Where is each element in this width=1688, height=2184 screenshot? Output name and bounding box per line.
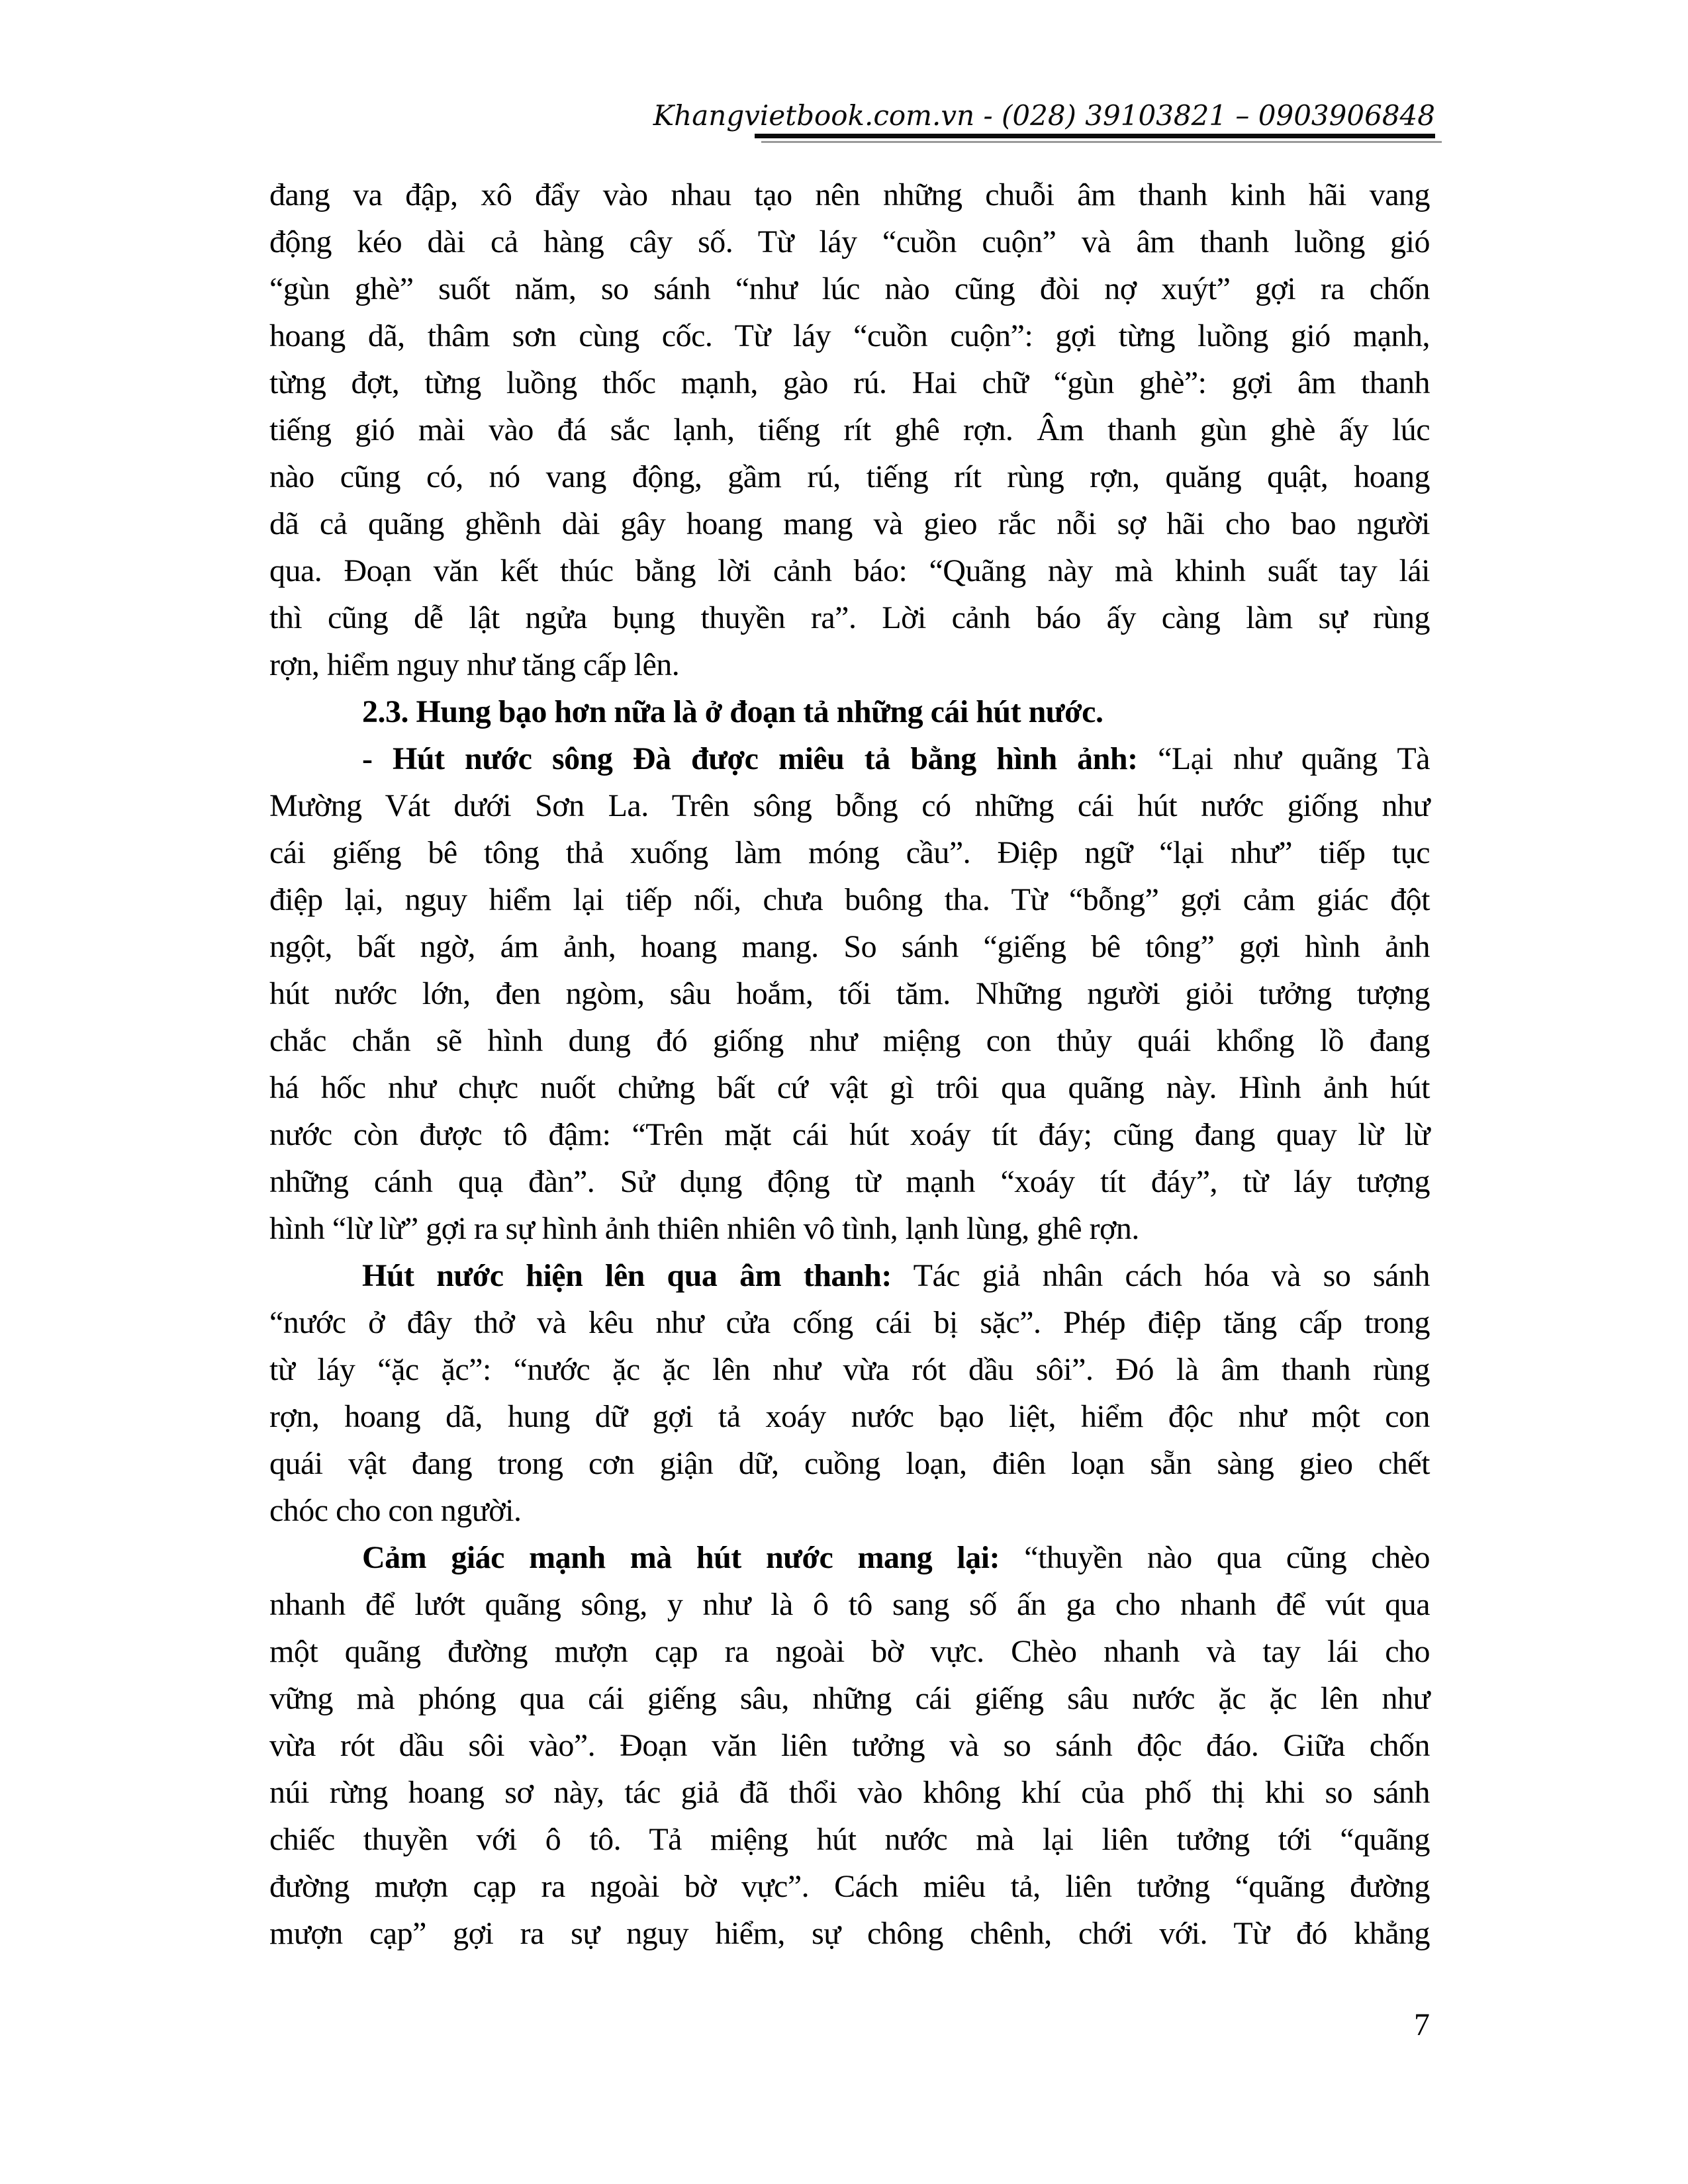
text-line (269, 1346, 1430, 1393)
text-line (269, 688, 1430, 735)
text-line (269, 641, 1430, 688)
text-line (269, 1863, 1430, 1910)
bold-text-run: - Hút nước sông Đà được miêu tả bằng hình ảnh: (362, 741, 1138, 776)
text-line (269, 1017, 1430, 1064)
text-line (269, 1158, 1430, 1205)
text-run: chiếc thuyền với ô tô. Tả miệng hút nước mà lại liên tưởng tới “quãng (269, 1822, 1430, 1857)
text-line (269, 1628, 1430, 1675)
text-line (269, 1111, 1430, 1158)
text-line (269, 1064, 1430, 1111)
text-line (269, 406, 1430, 453)
text-run: vừa rót dầu sôi vào”. Đoạn văn liên tưởng và so sánh độc đáo. Giữa chốn (269, 1728, 1430, 1763)
bold-text-run: Cảm giác mạnh mà hút nước mang lại: (362, 1540, 1000, 1575)
text-run: hút nước lớn, đen ngòm, sâu hoắm, tối tăm. Những người giỏi tưởng tượng (269, 976, 1430, 1011)
text-run: từng đợt, từng luồng thốc mạnh, gào rú. Hai chữ “gùn ghè”: gợi âm thanh (269, 365, 1430, 400)
text-line (269, 1252, 1430, 1299)
text-line (269, 1205, 1430, 1252)
text-run: thì cũng dễ lật ngửa bụng thuyền ra”. Lời cảnh báo ấy càng làm sự rùng (269, 600, 1430, 635)
text-line (269, 1722, 1430, 1769)
page-header (0, 96, 1435, 136)
text-line (269, 359, 1430, 406)
text-run: rợn, hiểm nguy như tăng cấp lên. (269, 647, 680, 682)
text-line (269, 1769, 1430, 1816)
text-line (269, 1440, 1430, 1487)
text-run: ngột, bất ngờ, ám ảnh, hoang mang. So sánh “giếng bê tông” gợi hình ảnh (269, 929, 1430, 964)
text-run: “thuyền nào qua cũng chèo (1000, 1540, 1430, 1575)
text-run: chắc chắn sẽ hình dung đó giống như miệng con thủy quái khổng lồ đang (269, 1023, 1430, 1058)
text-run: vững mà phóng qua cái giếng sâu, những cái giếng sâu nước ặc ặc lên như (269, 1681, 1430, 1716)
header-website-phone: Khangvietbook.com.vn - (028) 39103821 – 0903906848 (653, 99, 1435, 132)
text-run: núi rừng hoang sơ này, tác giả đã thổi vào không khí của phố thị khi so sánh (269, 1775, 1430, 1810)
text-line (269, 1487, 1430, 1534)
text-run: “gùn ghè” suốt năm, so sánh “như lúc nào cũng đòi nợ xuýt” gợi ra chốn (269, 271, 1430, 306)
text-run: qua. Đoạn văn kết thúc bằng lời cảnh báo: “Quãng này mà khinh suất tay lái (269, 553, 1430, 588)
text-run: quái vật đang trong cơn giận dữ, cuồng loạn, điên loạn sẵn sàng gieo chết (269, 1446, 1430, 1481)
text-line (269, 1910, 1430, 1957)
text-line (269, 265, 1430, 312)
bold-text-run: Hút nước hiện lên qua âm thanh: (362, 1258, 892, 1293)
paragraph (269, 1534, 1430, 1957)
text-line (269, 1393, 1430, 1440)
text-line (269, 312, 1430, 359)
paragraph (269, 1252, 1430, 1534)
text-line (269, 1581, 1430, 1628)
text-run: cái giếng bê tông thả xuống làm móng cầu”. Điệp ngữ “lại như” tiếp tục (269, 835, 1430, 870)
text-run: rợn, hoang dã, hung dữ gợi tả xoáy nước bạo liệt, hiểm độc như một con (269, 1399, 1430, 1434)
text-line (269, 1299, 1430, 1346)
text-line (269, 1534, 1430, 1581)
text-run: những cánh quạ đàn”. Sử dụng động từ mạnh “xoáy tít đáy”, từ láy tượng (269, 1164, 1430, 1199)
text-run: Tác giả nhân cách hóa và so sánh (891, 1258, 1430, 1293)
text-run: hoang dã, thâm sơn cùng cốc. Từ láy “cuồn cuộn”: gợi từng luồng gió mạnh, (269, 318, 1430, 353)
text-run: nào cũng có, nó vang động, gầm rú, tiếng rít rùng rợn, quăng quật, hoang (269, 459, 1430, 494)
text-line (269, 500, 1430, 547)
text-line (269, 970, 1430, 1017)
text-line (269, 1675, 1430, 1722)
paragraph (269, 688, 1430, 735)
text-run: đường mượn cạp ra ngoài bờ vực”. Cách miêu tả, liên tưởng “quãng đường (269, 1869, 1430, 1904)
text-run: điệp lại, nguy hiểm lại tiếp nối, chưa buông tha. Từ “bỗng” gợi cảm giác đột (269, 882, 1430, 917)
text-run: một quãng đường mượn cạp ra ngoài bờ vực. Chèo nhanh và tay lái cho (269, 1634, 1430, 1669)
text-run: động kéo dài cả hàng cây số. Từ láy “cuồn cuộn” và âm thanh luồng gió (269, 224, 1430, 259)
text-run: há hốc như chực nuốt chửng bất cứ vật gì trôi qua quãng này. Hình ảnh hút (269, 1070, 1430, 1105)
paragraph (269, 735, 1430, 1252)
text-line (269, 171, 1430, 218)
text-line (269, 218, 1430, 265)
text-run: từ láy “ặc ặc”: “nước ặc ặc lên như vừa rót dầu sôi”. Đó là âm thanh rùng (269, 1352, 1430, 1387)
text-run: “nước ở đây thở và kêu như cửa cống cái bị sặc”. Phép điệp tăng cấp trong (269, 1305, 1430, 1340)
text-run: chóc cho con người. (269, 1493, 522, 1528)
paragraph (269, 171, 1430, 688)
text-run: nước còn được tô đậm: “Trên mặt cái hút xoáy tít đáy; cũng đang quay lừ lừ (269, 1117, 1430, 1152)
document-body (269, 171, 1430, 1957)
text-line (269, 923, 1430, 970)
text-run: dã cả quãng ghềnh dài gây hoang mang và gieo rắc nỗi sợ hãi cho bao người (269, 506, 1430, 541)
header-rule-shadow (761, 141, 1442, 143)
text-run: mượn cạp” gợi ra sự nguy hiểm, sự chông chênh, chới với. Từ đó khẳng (269, 1916, 1430, 1951)
text-run: hình “lừ lừ” gợi ra sự hình ảnh thiên nhiên vô tình, lạnh lùng, ghê rợn. (269, 1211, 1139, 1246)
text-run: tiếng gió mài vào đá sắc lạnh, tiếng rít ghê rợn. Âm thanh gùn ghè ấy lúc (269, 412, 1430, 447)
text-line (269, 876, 1430, 923)
text-line (269, 1816, 1430, 1863)
text-run: nhanh để lướt quãng sông, y như là ô tô sang số ấn ga cho nhanh để vút qua (269, 1587, 1430, 1622)
header-rule (755, 134, 1435, 138)
text-line (269, 829, 1430, 876)
text-run: Mường Vát dưới Sơn La. Trên sông bỗng có những cái hút nước giống như (269, 788, 1430, 823)
text-line (269, 735, 1430, 782)
page-number: 7 (1414, 2007, 1430, 2042)
text-line (269, 782, 1430, 829)
bold-text-run: 2.3. Hung bạo hơn nữa là ở đoạn tả những cái hút nước. (362, 694, 1103, 729)
text-line (269, 547, 1430, 594)
text-line (269, 453, 1430, 500)
text-run: “Lại như quãng Tà (1137, 741, 1430, 776)
text-run: đang va đập, xô đẩy vào nhau tạo nên những chuỗi âm thanh kinh hãi vang (269, 177, 1430, 212)
text-line (269, 594, 1430, 641)
